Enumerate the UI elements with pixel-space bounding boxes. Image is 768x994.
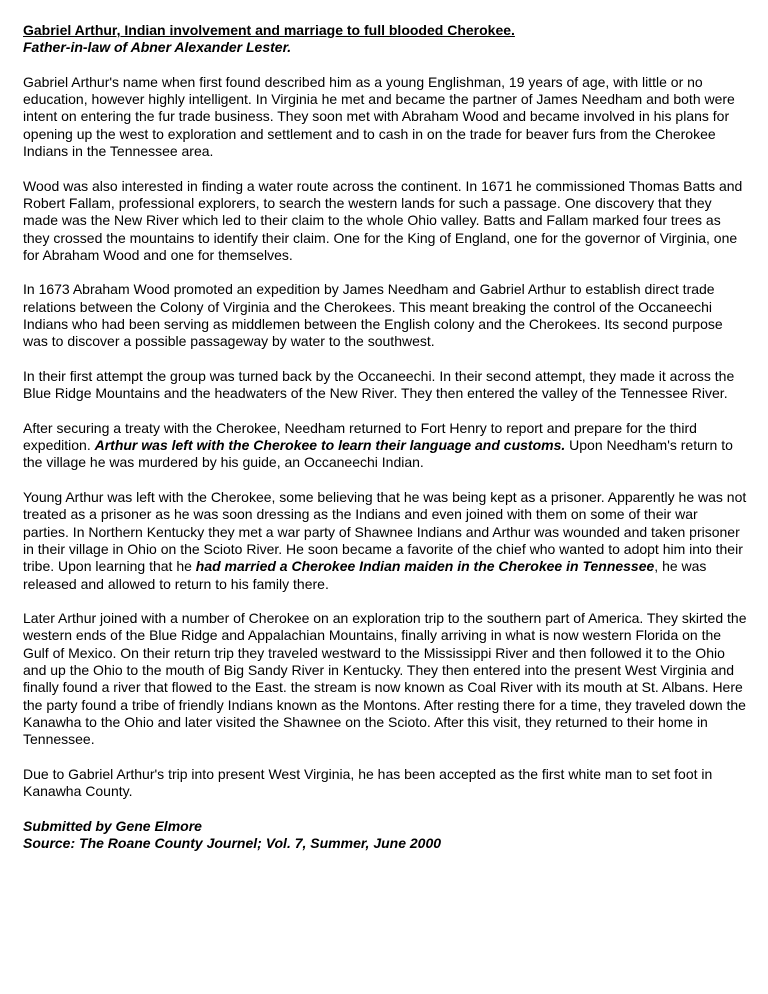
paragraph-6-emphasis: had married a Cherokee Indian maiden in the Cherokee in Tennessee	[195, 558, 655, 575]
paragraph-4: In their first attempt the group was turned back by the Occaneechi. In their second attempt, they made it across the Blue Ridge Mountains and the headwaters of the New River. They then entered the valley of the Tennessee River.	[23, 367, 735, 402]
paragraph-3: In 1673 Abraham Wood promoted an expedition by James Needham and Gabriel Arthur to establish direct trade relations between the Colony of Virginia and the Cherokees. This meant breaking the control of the Occaneechi Indians who had been serving as middlemen between the English colony and the Cherokees. Its second purpose was to discover a possible passageway by water to the southwest.	[23, 281, 723, 350]
document-page	[23, 22, 747, 852]
paragraph-6	[23, 489, 747, 593]
submitted-by: Submitted by Gene Elmore	[23, 817, 202, 834]
paragraph-6-text-a: Young Arthur was left with the Cherokee, some believing that he was being kept as a prisoner. Apparently he was not treated as a prisoner as he was soon dressing as the Indians and even joined with them on some of their war parties. In Northern Kentucky they met a war party of Shawnee Indians and Arthur was wounded and taken prisoner in their village in Ohio on the Scioto River. He soon became a favorite of the chief who wanted to adopt him into their tribe. Upon learning that he	[23, 489, 747, 575]
paragraph-5-text-c: Upon Needham's return to the village he was murdered by his guide, an Occaneechi Indian.	[23, 437, 733, 471]
paragraph-5-emphasis: Arthur was left with the Cherokee to learn their language and customs.	[94, 437, 566, 454]
paragraph-6-text-c: , he was released and allowed to return to his family there.	[23, 558, 707, 592]
document-title: Gabriel Arthur, Indian involvement and marriage to full blooded Cherokee.	[23, 22, 515, 38]
paragraph-8: Due to Gabriel Arthur's trip into present West Virginia, he has been accepted as the first white man to set foot in Kanawha County.	[23, 765, 713, 800]
paragraph-5	[23, 420, 747, 472]
document-subtitle: Father-in-law of Abner Alexander Lester.	[23, 39, 292, 56]
paragraph-5-text-a: After securing a treaty with the Cherokee, Needham returned to Fort Henry to report and prepare for the third expedition.	[23, 419, 697, 454]
source-citation: Source: The Roane County Journel; Vol. 7, Summer, June 2000	[23, 834, 442, 851]
paragraph-1: Gabriel Arthur's name when first found described him as a young Englishman, 19 years of age, with little or no education, however highly intelligent. In Virginia he met and became the partner of James Needham and both were intent on entering the fur trade business. They soon met with Abraham Wood and became involved in his plans for opening up the west to exploration and settlement and to cash in on the trade for beaver furs from the Cherokee Indians in the Tennessee area.	[23, 73, 735, 160]
paragraph-7: Later Arthur joined with a number of Cherokee on an exploration trip to the southern part of America. They skirted the western ends of the Blue Ridge and Appalachian Mountains, finally arriving in what is now western Florida on the Gulf of Mexico. On their return trip they traveled westward to the Mississippi River and then followed it to the Ohio and up the Ohio to the mouth of Big Sandy River in Kentucky. They then entered into the present West Virginia and finally found a river that flowed to the East. the stream is now known as Coal River with its mouth at St. Albans. Here the party found a tribe of friendly Indians known as the Montons. After resting there for a time, they traveled down the Kanawha to the Ohio and later visited the Shawnee on the Scioto. After this visit, they returned to their home in Tennessee.	[23, 610, 747, 748]
paragraph-2: Wood was also interested in finding a water route across the continent. In 1671 he commissioned Thomas Batts and Robert Fallam, professional explorers, to search the western lands for such a passage. One discovery that they made was the New River which led to their claim to the whole Ohio valley. Batts and Fallam marked four trees as they crossed the mountains to identify their claim. One for the King of England, one for the governor of Virginia, one for Abraham Wood and one for themselves.	[23, 177, 743, 263]
